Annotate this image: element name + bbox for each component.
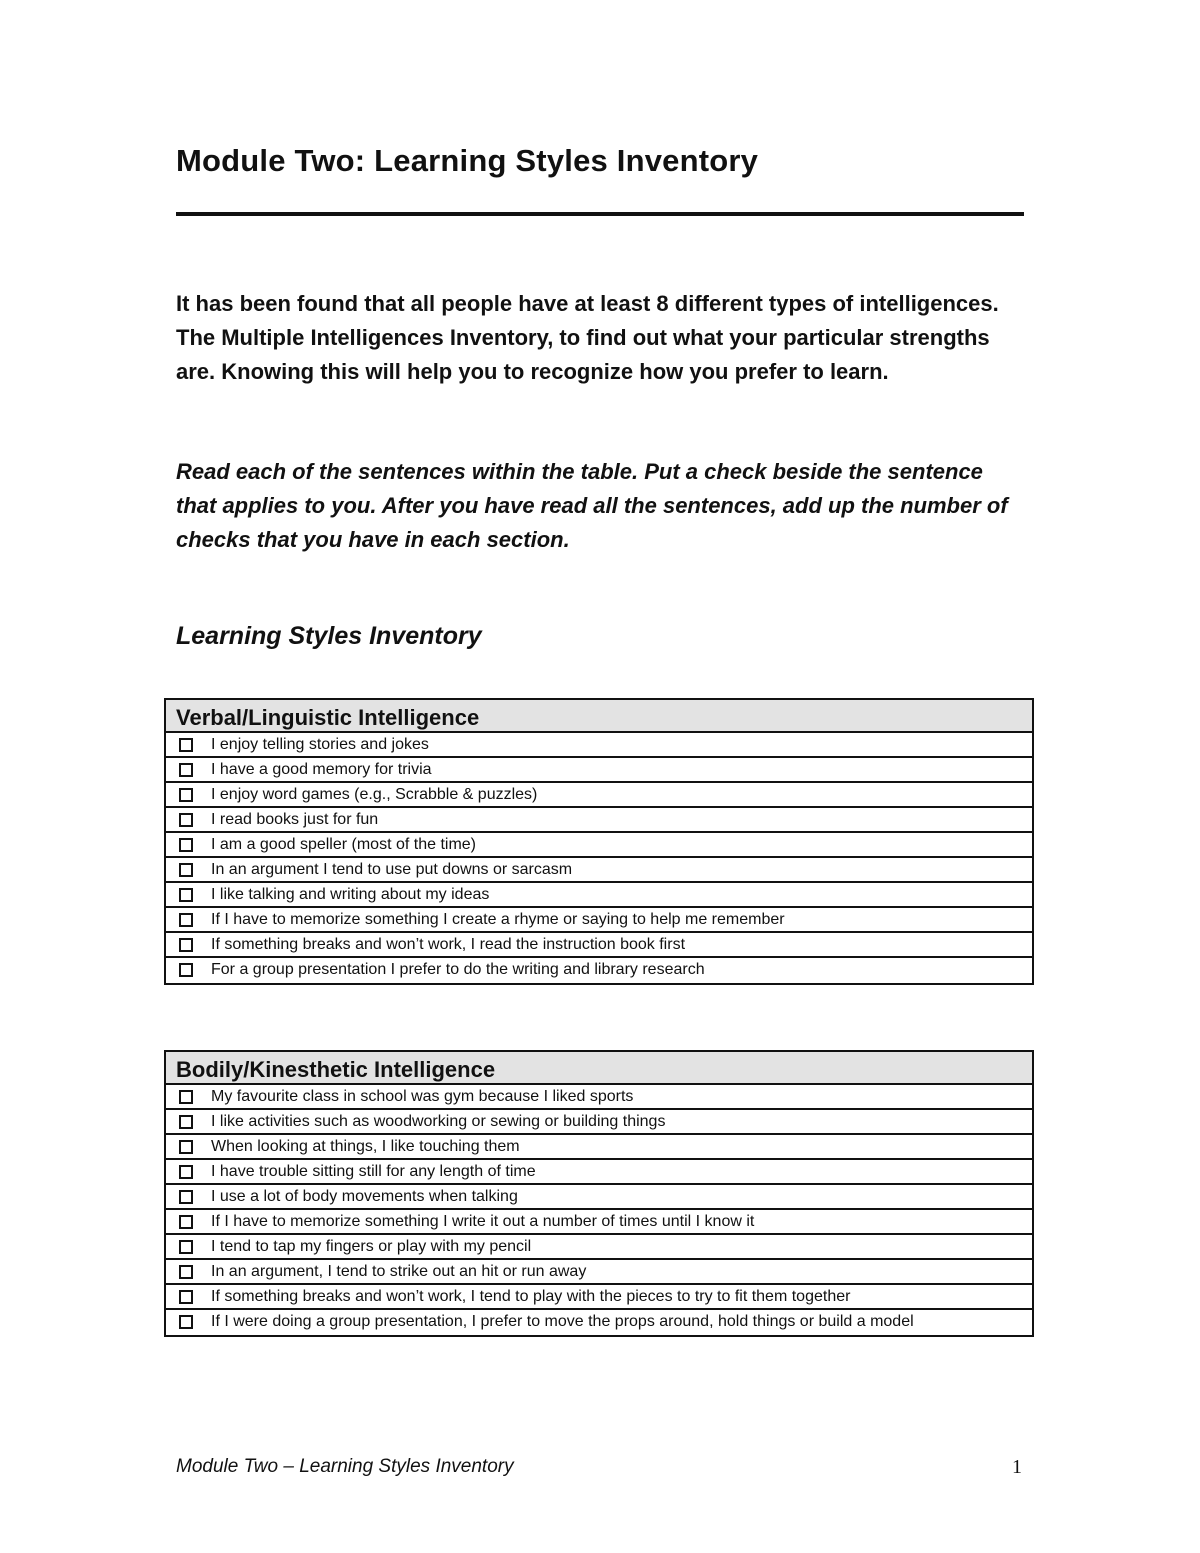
checkbox[interactable] — [179, 1165, 193, 1179]
checklist-row — [166, 1135, 1032, 1160]
table-header: Bodily/Kinesthetic Intelligence — [166, 1052, 1032, 1085]
checklist-row — [166, 808, 1032, 833]
page-number: 1 — [1012, 1456, 1022, 1478]
checkbox[interactable] — [179, 1190, 193, 1204]
checklist-row — [166, 1285, 1032, 1310]
table-header: Verbal/Linguistic Intelligence — [166, 700, 1032, 733]
checklist-item-text: I read books just for fun — [211, 811, 379, 828]
checkbox[interactable] — [179, 788, 193, 802]
checklist-row — [166, 758, 1032, 783]
checkbox[interactable] — [179, 1265, 193, 1279]
checkbox[interactable] — [179, 963, 193, 977]
checkbox[interactable] — [179, 1240, 193, 1254]
checklist-item-text: I have trouble sitting still for any length of time — [211, 1163, 536, 1180]
checkbox[interactable] — [179, 1290, 193, 1304]
checklist-row — [166, 733, 1032, 758]
checklist-item-text: In an argument, I tend to strike out an hit or run away — [211, 1263, 587, 1280]
checklist-item-text: I like activities such as woodworking or sewing or building things — [211, 1113, 666, 1130]
verbal-linguistic-table — [164, 698, 1034, 985]
checklist-item-text: If something breaks and won’t work, I read the instruction book first — [211, 936, 686, 953]
checklist-item-text: I use a lot of body movements when talking — [211, 1188, 518, 1205]
checklist-item-text: If I have to memorize something I write it out a number of times until I know it — [211, 1213, 755, 1230]
checkbox[interactable] — [179, 863, 193, 877]
checkbox[interactable] — [179, 888, 193, 902]
inventory-heading: Learning Styles Inventory — [176, 622, 482, 650]
checkbox[interactable] — [179, 813, 193, 827]
checkbox[interactable] — [179, 1215, 193, 1229]
checklist-row — [166, 1260, 1032, 1285]
checkbox[interactable] — [179, 838, 193, 852]
checklist-item-text: My favourite class in school was gym because I liked sports — [211, 1088, 634, 1105]
page-title: Module Two: Learning Styles Inventory — [176, 143, 759, 178]
checklist-item-text: If I have to memorize something I create a rhyme or saying to help me remember — [211, 911, 785, 928]
checkbox[interactable] — [179, 1140, 193, 1154]
checklist-item-text: I tend to tap my fingers or play with my pencil — [211, 1238, 532, 1255]
checklist-item-text: I am a good speller (most of the time) — [211, 836, 476, 853]
checkbox[interactable] — [179, 938, 193, 952]
checklist-item-text: I enjoy word games (e.g., Scrabble & puzzles) — [211, 786, 538, 803]
checklist-item-text: I have a good memory for trivia — [211, 761, 432, 778]
checklist-row — [166, 858, 1032, 883]
checkbox[interactable] — [179, 1115, 193, 1129]
checkbox[interactable] — [179, 1090, 193, 1104]
checklist-row — [166, 1085, 1032, 1110]
checklist-row — [166, 1210, 1032, 1235]
checklist-row — [166, 1185, 1032, 1210]
checklist-item-text: If something breaks and won’t work, I tend to play with the pieces to try to fit them together — [211, 1288, 851, 1305]
checklist-item-text: When looking at things, I like touching them — [211, 1138, 520, 1155]
checklist-row — [166, 1235, 1032, 1260]
checklist-row — [166, 933, 1032, 958]
checklist-row — [166, 958, 1032, 983]
checkbox[interactable] — [179, 738, 193, 752]
title-divider — [176, 212, 1024, 216]
checklist-item-text: I like talking and writing about my ideas — [211, 886, 490, 903]
checklist-item-text: For a group presentation I prefer to do the writing and library research — [211, 961, 705, 978]
checkbox[interactable] — [179, 763, 193, 777]
checkbox[interactable] — [179, 913, 193, 927]
checklist-row — [166, 1160, 1032, 1185]
checkbox[interactable] — [179, 1315, 193, 1329]
footer-text: Module Two – Learning Styles Inventory — [176, 1456, 514, 1477]
checklist-row — [166, 783, 1032, 808]
checklist-row — [166, 1110, 1032, 1135]
intro-paragraph: It has been found that all people have at least 8 different types of intelligences. The Multiple Intelligences Inventory, to find out what your particular strengths are. Knowing this will help you to recognize how you prefer to learn. — [176, 291, 999, 384]
checklist-item-text: I enjoy telling stories and jokes — [211, 736, 429, 753]
checklist-item-text: In an argument I tend to use put downs or sarcasm — [211, 861, 573, 878]
checklist-item-text: If I were doing a group presentation, I prefer to move the props around, hold things or build a model — [211, 1313, 914, 1330]
checklist-row — [166, 908, 1032, 933]
instructions-paragraph: Read each of the sentences within the table. Put a check beside the sentence that applies to you. After you have read all the sentences, add up the number of checks that you have in each section. — [176, 459, 1008, 552]
checklist-row — [166, 833, 1032, 858]
checklist-row — [166, 1310, 1032, 1335]
bodily-kinesthetic-table — [164, 1050, 1034, 1337]
checklist-row — [166, 883, 1032, 908]
